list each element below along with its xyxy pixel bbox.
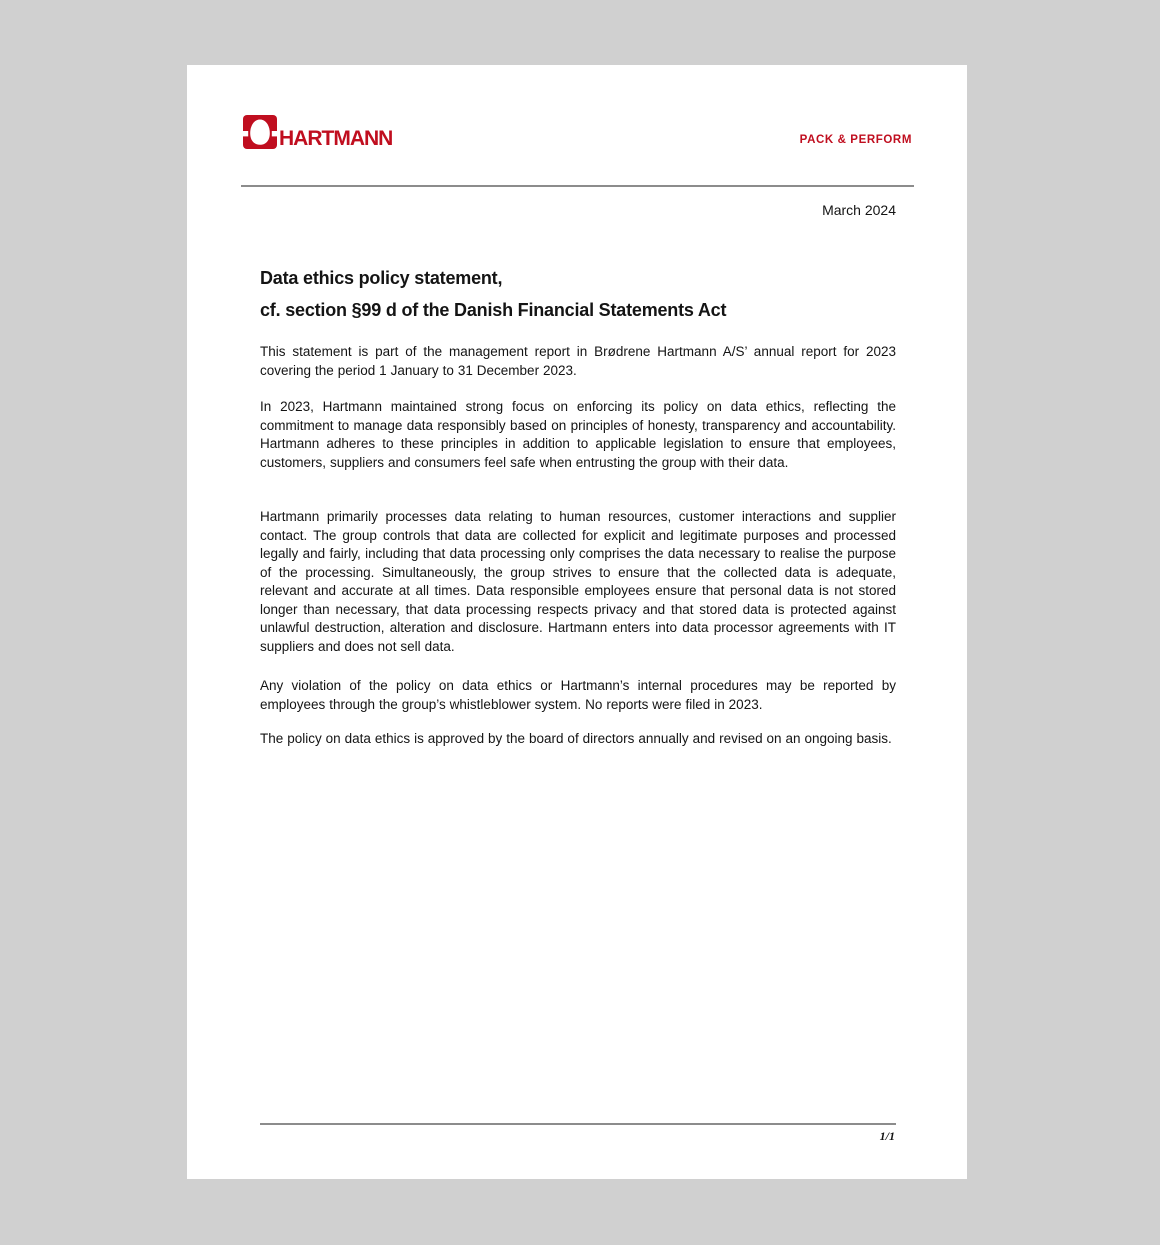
paragraph-data-processing: Hartmann primarily processes data relating to human resources, customer interactions and supplier contact. The group controls that data are collected for explicit and legitimate purposes and processed legally and fairly, including that data processing only comprises the data necessary to realise the purpose of the processing. Simultaneously, the group strives to ensure that the collected data is adequate, relevant and accurate at all times. Data responsible employees ensure that personal data is not stored longer than necessary, that data processing respects privacy and that stored data is protected against unlawful destruction, alteration and disclosure. Hartmann enters into data processor agreements with IT suppliers and does not sell data. — [260, 509, 896, 654]
brand-tagline: PACK & PERFORM — [799, 134, 912, 146]
paragraph-statement-scope: This statement is part of the management report in Brødrene Hartmann A/S’ annual report for 2023 covering the period 1 January to 31 December 2023. — [260, 344, 896, 378]
document-page — [187, 65, 967, 1179]
hartmann-logo — [243, 115, 392, 149]
document-title-line1: Data ethics policy statement, — [260, 268, 503, 288]
hartmann-wordmark: HARTMANN — [279, 127, 393, 150]
paragraph-policy-focus: In 2023, Hartmann maintained strong focus on enforcing its policy on data ethics, reflecting the commitment to manage data responsibly based on principles of honesty, transparency and accountability. Hartmann adheres to these principles in addition to applicable legislation to ensure that employees, customers, suppliers and consumers feel safe when entrusting the group with their data. — [260, 399, 896, 470]
page-number: 1/1 — [879, 1129, 895, 1143]
footer-divider — [260, 1123, 896, 1125]
paragraph-board-approval: The policy on data ethics is approved by the board of directors annually and revised on an ongoing basis. — [260, 731, 892, 746]
document-date: March 2024 — [822, 202, 896, 218]
header-divider — [241, 185, 914, 187]
egg-icon — [243, 115, 277, 149]
document-title-line2: cf. section §99 d of the Danish Financial Statements Act — [260, 300, 727, 320]
paragraph-whistleblower: Any violation of the policy on data ethics or Hartmann’s internal procedures may be reported by employees through the group’s whistleblower system. No reports were filed in 2023. — [260, 678, 896, 712]
